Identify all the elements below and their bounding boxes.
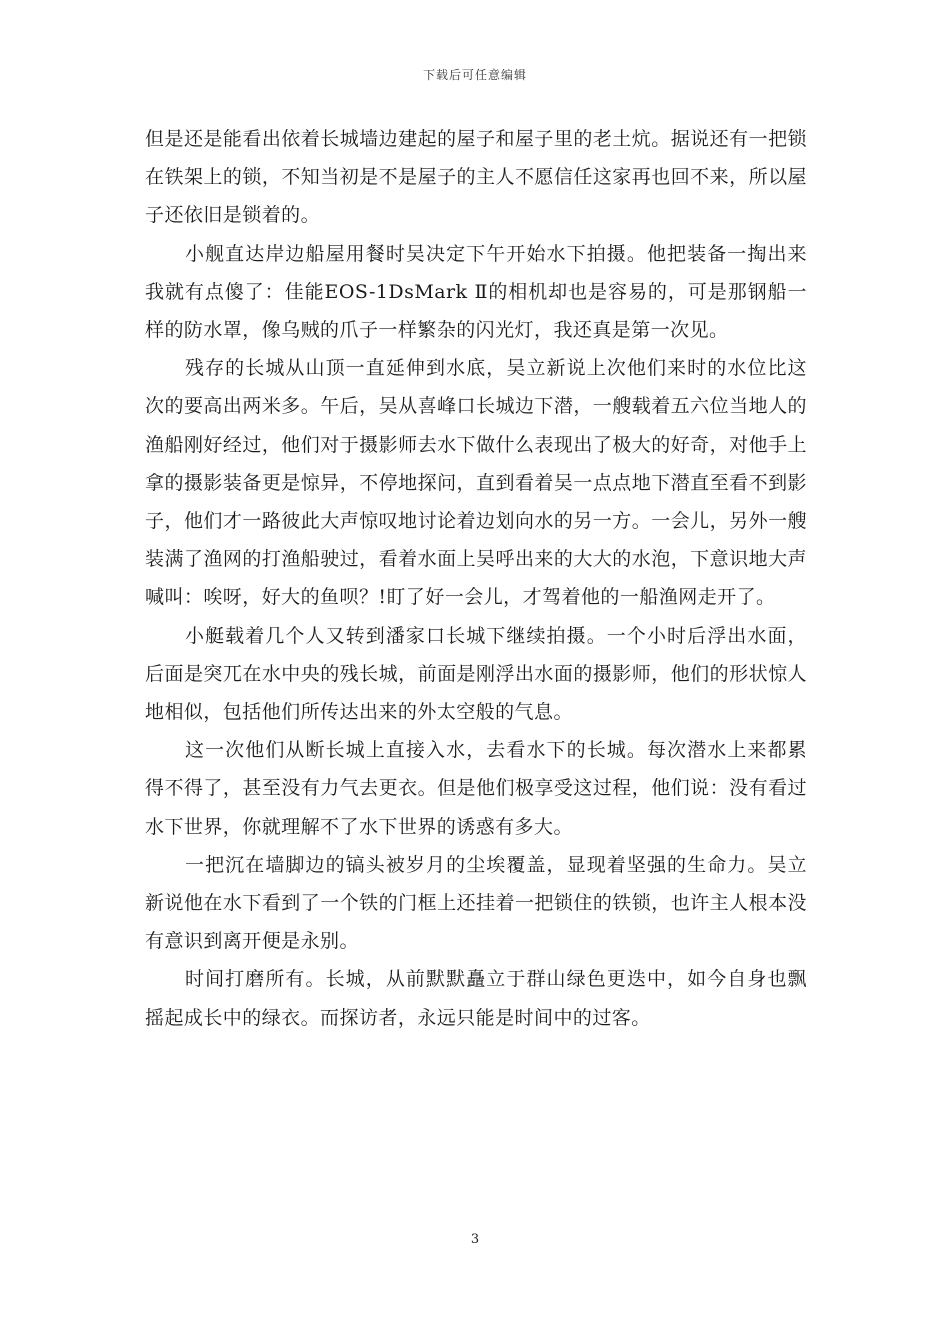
document-body xyxy=(145,120,807,1037)
paragraph-3: 残存的长城从山顶一直延伸到水底，吴立新说上次他们来时的水位比这次的要高出两米多。午后，吴从喜峰口长城边下潜，一艘载着五六位当地人的渔船刚好经过，他们对于摄影师去水下做什么表现出了极大的好奇，对他手上拿的摄影装备更是惊异，不停地探问，直到看着吴一点点地下潜直至看不到影子，他们才一路彼此大声惊叹地讨论着边划向水的另一方。一会儿，另外一艘装满了渔网的打渔船驶过，看着水面上吴呼出来的大大的水泡，下意识地大声喊叫：唉呀，好大的鱼呗？!盯了好一会儿，才驾着他的一船渔网走开了。 xyxy=(145,357,807,609)
paragraph-6: 一把沉在墙脚边的镐头被岁月的尘埃覆盖，显现着坚强的生命力。吴立新说他在水下看到了一个铁的门框上还挂着一把锁住的铁锁，也许主人根本没有意识到离开便是永别。 xyxy=(145,853,807,953)
paragraph-7: 时间打磨所有。长城，从前默默矗立于群山绿色更迭中，如今自身也飘摇起成长中的绿衣。而探访者，永远只能是时间中的过客。 xyxy=(145,968,807,1029)
paragraph-4: 小艇载着几个人又转到潘家口长城下继续拍摄。一个小时后浮出水面，后面是突兀在水中央的残长城，前面是刚浮出水面的摄影师，他们的形状惊人地相似，包括他们所传达出来的外太空般的气息。 xyxy=(145,624,807,724)
paragraph-1: 但是还是能看出依着长城墙边建起的屋子和屋子里的老土炕。据说还有一把锁在铁架上的锁，不知当初是不是屋子的主人不愿信任这家再也回不来，所以屋子还依旧是锁着的。 xyxy=(145,128,807,227)
page-number: 3 xyxy=(470,1232,480,1247)
paragraph-5: 这一次他们从断长城上直接入水，去看水下的长城。每次潜水上来都累得不得了，甚至没有力气去更衣。但是他们极享受这过程，他们说：没有看过水下世界，你就理解不了水下世界的诱惑有多大。 xyxy=(145,739,807,838)
page-header-note: 下载后可任意编辑 xyxy=(422,68,527,82)
paragraph-2: 小舰直达岸边船屋用餐时吴决定下午开始水下拍摄。他把装备一掏出来我就有点傻了：佳能EOS-1DsMark Ⅱ的相机却也是容易的，可是那钢船一样的防水罩，像乌贼的爪子一样繁杂的闪光灯，我还真是第一次见。 xyxy=(145,242,807,342)
